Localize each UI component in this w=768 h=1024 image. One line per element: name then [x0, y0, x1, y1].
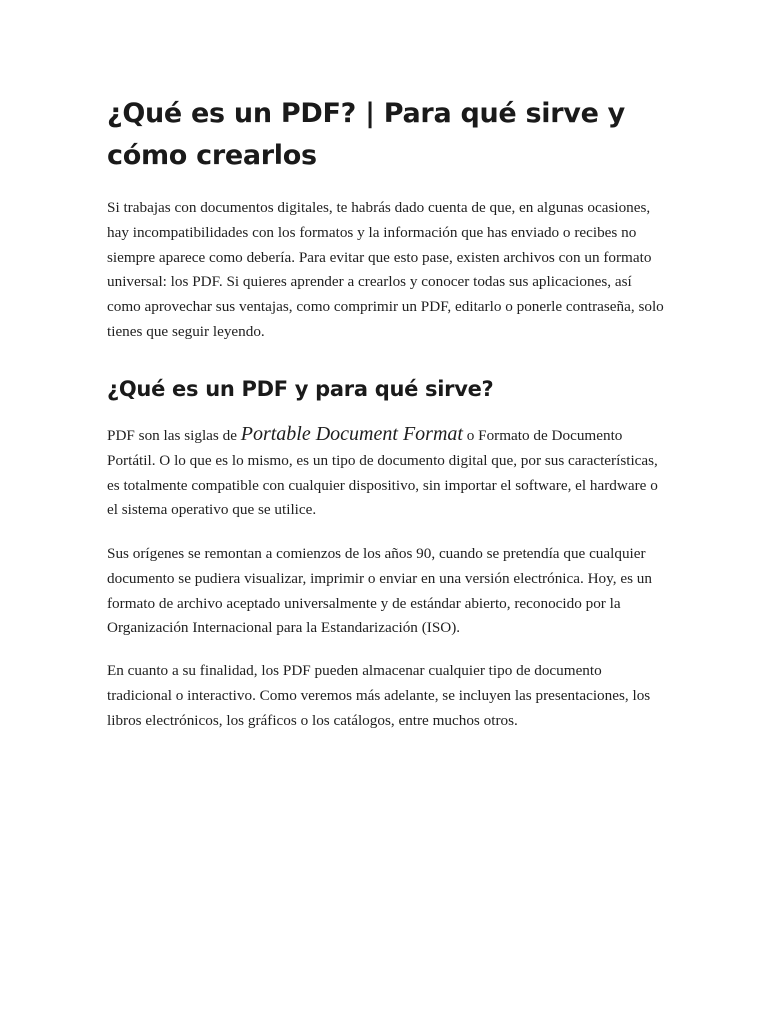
section-heading: ¿Qué es un PDF y para qué sirve?	[107, 377, 494, 401]
definition-text-start: PDF son las siglas de	[107, 427, 241, 444]
purpose-paragraph: En cuanto a su finalidad, los PDF pueden almacenar cualquier tipo de documento tradicional o interactivo. Como veremos más adelante, se incluyen las presentaciones, los libros electrónicos, los gráficos o los catálogos, entre muchos otros.	[107, 662, 651, 729]
definition-paragraph	[107, 422, 667, 523]
acronym-expansion: Portable Document Format	[240, 423, 463, 445]
intro-paragraph: Si trabajas con documentos digitales, te habrás dado cuenta de que, en algunas ocasiones, hay incompatibilidades con los formatos y la información que has enviado o recibes no siempre aparece como debería. Para evitar que esto pase, existen archivos con un formato universal: los PDF. Si quieres aprender a crearlos y conocer todas sus aplicaciones, así como aprovechar sus ventajas, como comprimir un PDF, editarlo o ponerle contraseña, solo tienes que seguir leyendo.	[107, 199, 664, 340]
page-title: ¿Qué es un PDF? | Para qué sirve y cómo crearlos	[107, 98, 625, 171]
origins-paragraph: Sus orígenes se remontan a comienzos de los años 90, cuando se pretendía que cualquier documento se pudiera visualizar, imprimir o enviar en una versión electrónica. Hoy, es un formato de archivo aceptado universalmente y de estándar abierto, reconocido por la Organización Internacional para la Estandarización (ISO).	[107, 545, 652, 637]
definition-text-end: o Formato de Documento Portátil. O lo que es lo mismo, es un tipo de documento digital que, por sus características, es totalmente compatible con cualquier dispositivo, sin importar el software, el hardware o el sistema operativo que se utilice.	[107, 427, 658, 519]
